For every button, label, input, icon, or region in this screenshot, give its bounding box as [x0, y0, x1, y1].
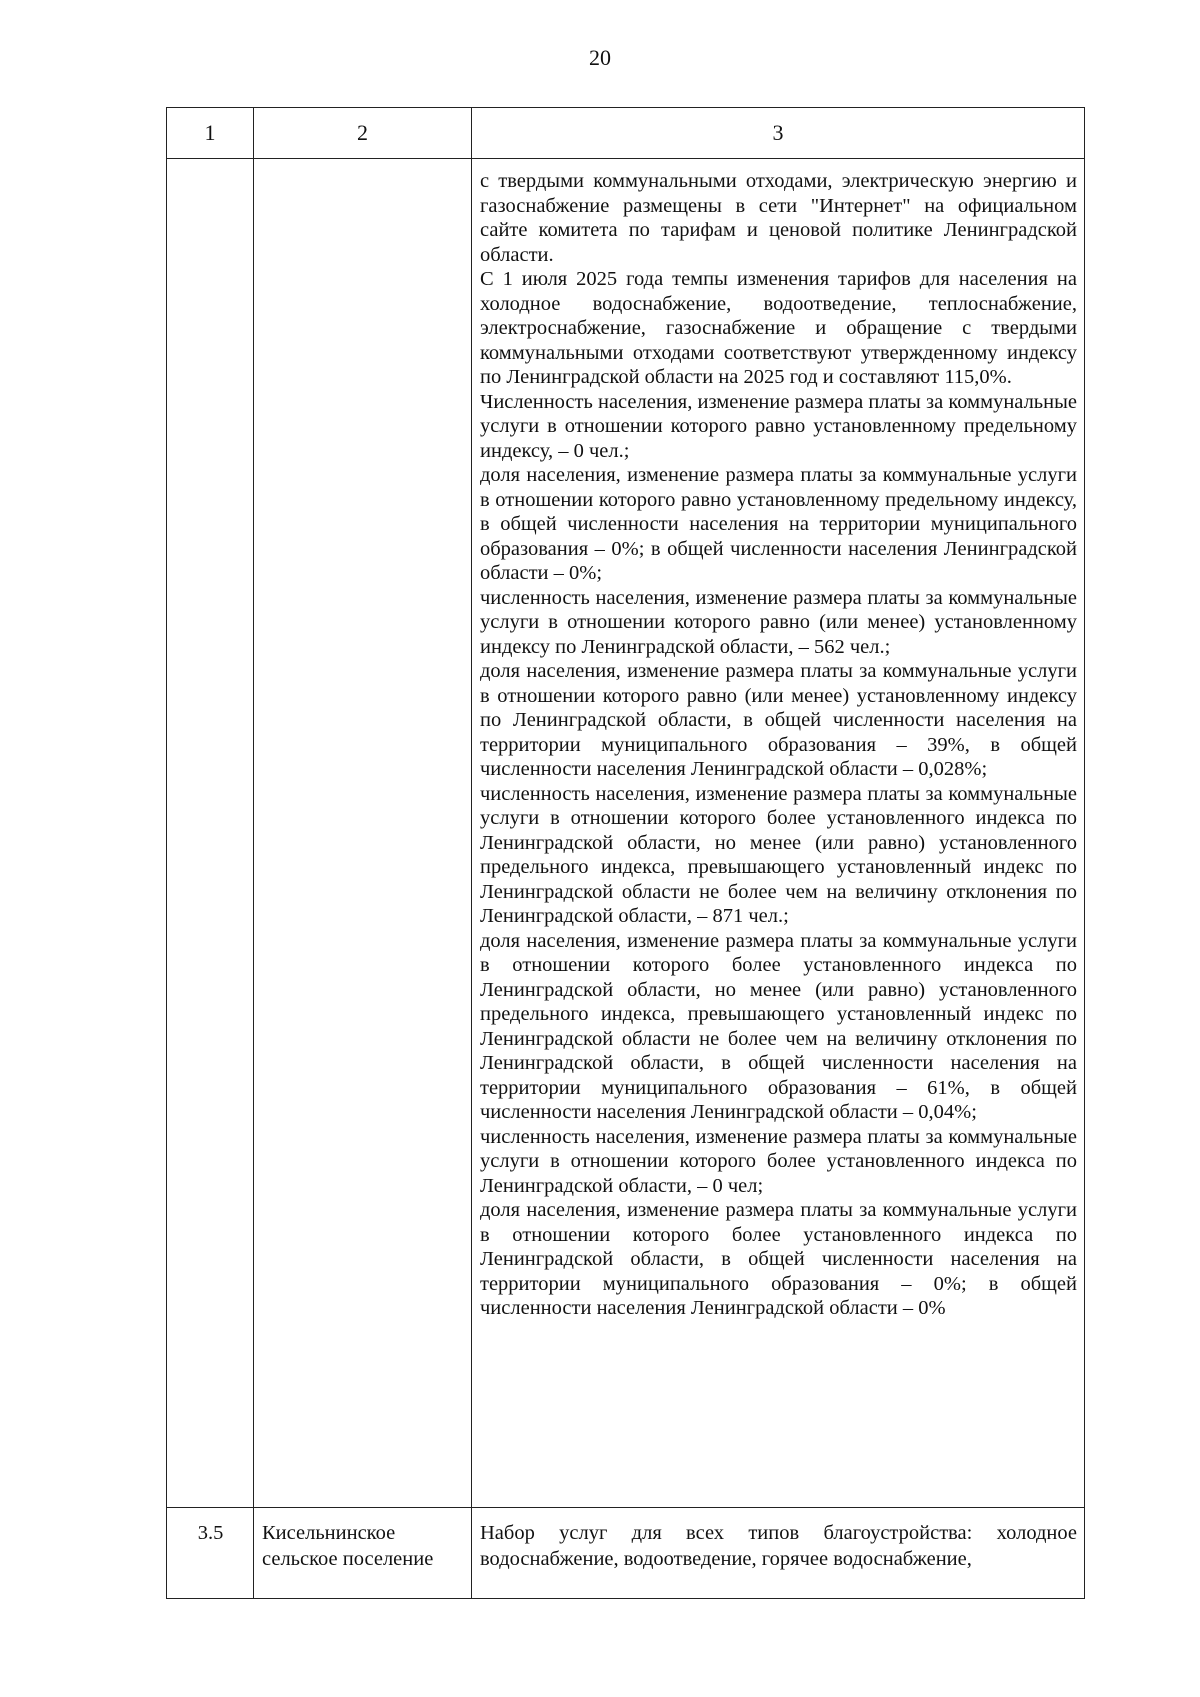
header-cell-3: 3 — [472, 108, 1085, 159]
table-header-row — [167, 108, 1085, 159]
data-table — [166, 107, 1085, 1599]
row-number-cell: 3.5 — [167, 1508, 254, 1599]
text-paragraph: Численность населения, изменение размера платы за коммунальные услуги в отношении которого равно установленному предельному индексу, – 0 чел.; — [480, 390, 1077, 462]
table-row — [167, 1508, 1085, 1599]
text-paragraph: численность населения, изменение размера платы за коммунальные услуги в отношении которого более установленного индекса по Ленинградской области, но менее (или равно) установленного предельного индекса, превышающего установленный индекс по Ленинградской области не более чем на величину отклонения по Ленинградской области, – 871 чел.; — [480, 782, 1077, 927]
row-text-cell — [472, 1508, 1085, 1599]
text-paragraph: доля населения, изменение размера платы за коммунальные услуги в отношении которого равно (или менее) установленному индексу по Ленинградской области, в общей численности населения на территории муниципального образования – 39%, в общей численности населения Ленинградской области – 0,028%; — [480, 660, 1077, 780]
text-paragraph: доля населения, изменение размера платы за коммунальные услуги в отношении которого равно установленному предельному индексу, в общей численности населения на территории муниципального образования – 0%; в общей численности населения Ленинградской области – 0%; — [480, 464, 1077, 584]
row-name-cell — [254, 159, 472, 1508]
row-number-cell — [167, 159, 254, 1508]
settlement-name-line: Кисельнинское — [262, 1522, 396, 1544]
text-paragraph: с твердыми коммунальными отходами, электрическую энергию и газоснабжение размещены в сети "Интернет" на официальном сайте комитета по тарифам и ценовой политике Ленинградской области. — [480, 170, 1077, 266]
table-row — [167, 159, 1085, 1508]
text-paragraph: численность населения, изменение размера платы за коммунальные услуги в отношении которого равно (или менее) установленному индексу по Ленинградской области, – 562 чел.; — [480, 586, 1077, 658]
text-paragraph: Набор услуг для всех типов благоустройства: холодное водоснабжение, водоотведение, горячее водоснабжение, — [480, 1522, 1077, 1570]
row-text-cell — [472, 159, 1085, 1508]
row-name-cell — [254, 1508, 472, 1599]
header-cell-2: 2 — [254, 108, 472, 159]
page-number: 20 — [589, 45, 611, 70]
text-paragraph: С 1 июля 2025 года темпы изменения тарифов для населения на холодное водоснабжение, водоотведение, теплоснабжение, электроснабжение, газоснабжение и обращение с твердыми коммунальными отходами соответствуют утвержденному индексу по Ленинградской области на 2025 год и составляют 115,0%. — [480, 268, 1077, 388]
header-cell-1: 1 — [167, 108, 254, 159]
text-paragraph: доля населения, изменение размера платы за коммунальные услуги в отношении которого более установленного индекса по Ленинградской области, но менее (или равно) установленного предельного индекса, превышающего установленный индекс по Ленинградской области не более чем на величину отклонения по Ленинградской области, в общей численности населения на территории муниципального образования – 61%, в общей численности населения Ленинградской области – 0,04%; — [480, 929, 1077, 1123]
text-paragraph: численность населения, изменение размера платы за коммунальные услуги в отношении которого более установленного индекса по Ленинградской области, – 0 чел; — [480, 1125, 1077, 1197]
text-paragraph: доля населения, изменение размера платы за коммунальные услуги в отношении которого более установленного индекса по Ленинградской области, в общей численности населения на территории муниципального образования – 0%; в общей численности населения Ленинградской области – 0% — [480, 1199, 1077, 1319]
settlement-name-line: сельское поселение — [262, 1548, 434, 1570]
